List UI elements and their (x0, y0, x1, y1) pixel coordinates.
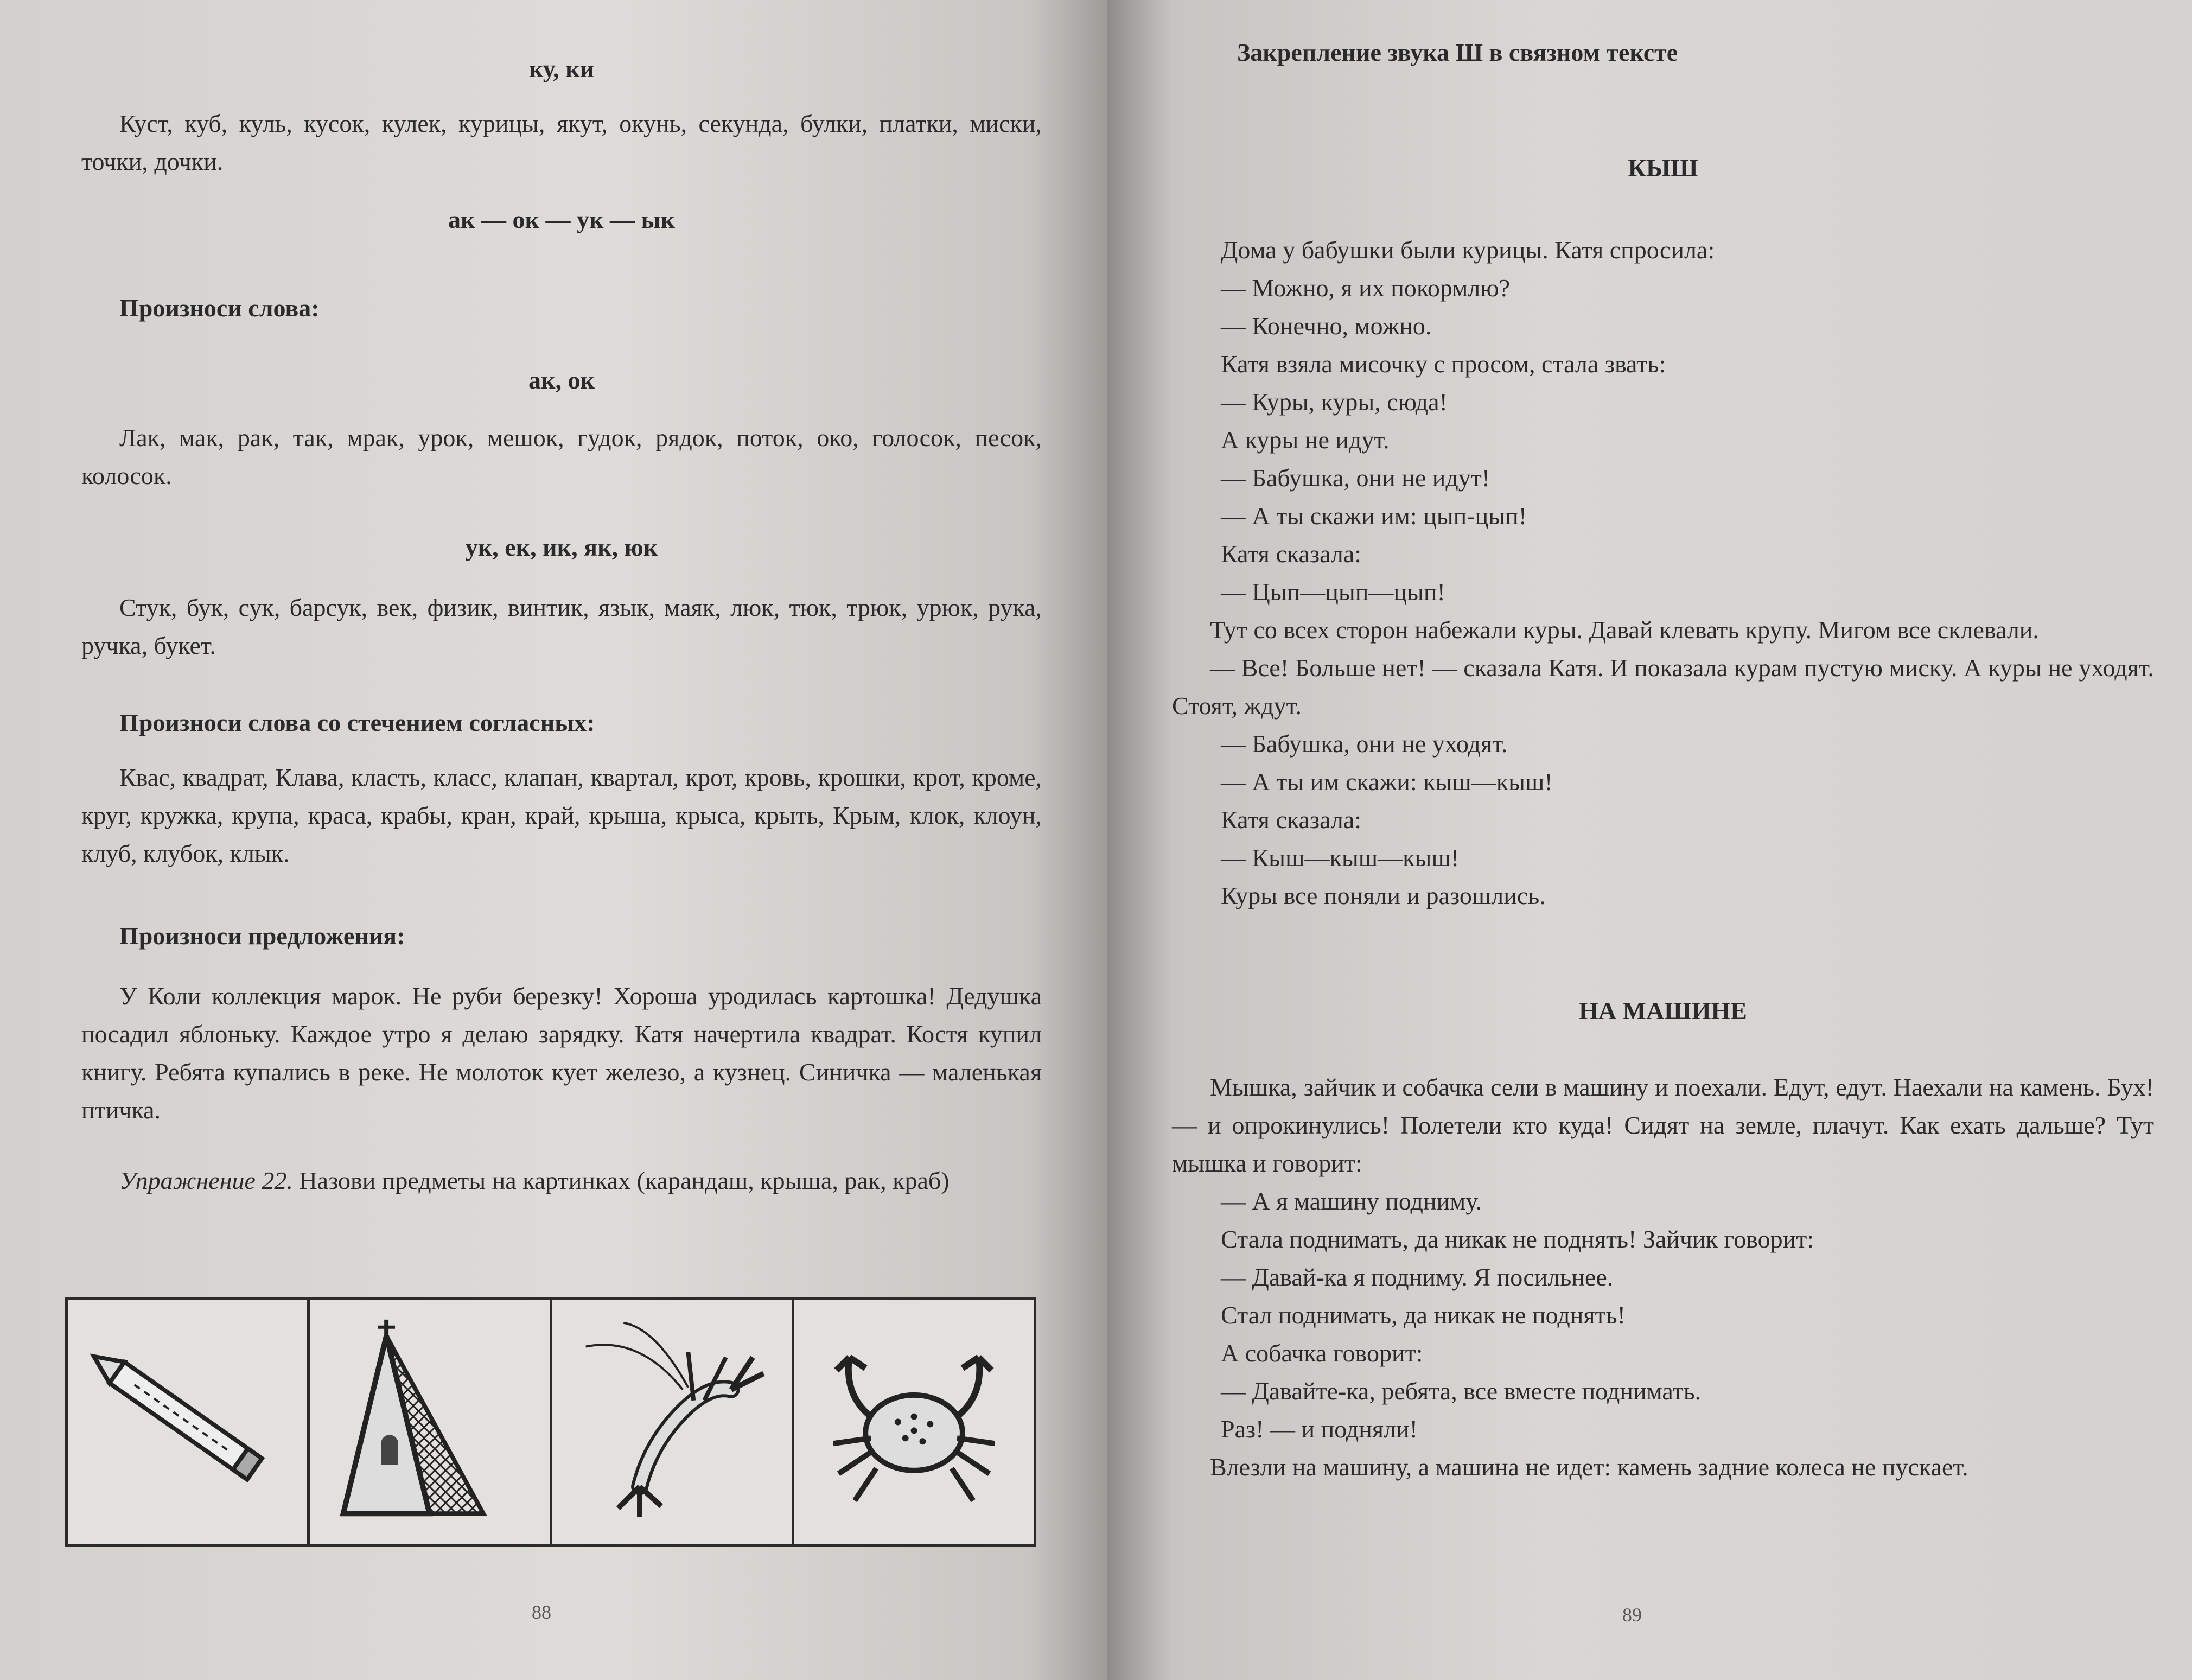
story2-title: НА МАШИНЕ (1579, 997, 1747, 1024)
story1-line: — Все! Больше нет! — сказала Катя. И показала курам пустую миску. А куры не уходят. Стоят, ждут. (1172, 654, 2154, 720)
story1-line: — А ты скажи им: цып-цып! (1221, 502, 1527, 530)
story2-line: Стал поднимать, да никак не поднять! (1221, 1301, 1626, 1329)
heading-ak-ok-uk-yk: ак — ок — ук — ык (448, 206, 675, 233)
story1-line: — Бабушка, они не уходят. (1221, 730, 1508, 758)
paragraph-uk-ek: Стук, бук, сук, барсук, век, физик, винтик, язык, маяк, люк, тюк, трюк, урюк, рука, ручка, букет. (81, 594, 1042, 659)
picture-crab (794, 1300, 1034, 1544)
story1-line: — Бабушка, они не идут! (1221, 464, 1490, 492)
crayfish-icon (564, 1312, 780, 1532)
paragraph-predlozheniya: У Коли коллекция марок. Не руби березку! Хороша уродилась картошка! Дедушка посадил яблоньку. Каждое утро я делаю зарядку. Катя начертила квадрат. Костя купил книгу. Ребята купались в реке. Не молоток кует железо, а кузнец. Синичка — маленькая птичка. (81, 982, 1042, 1124)
picture-crayfish (552, 1300, 794, 1544)
story1-line: Катя сказала: (1221, 540, 1362, 568)
exercise-label: Упражнение 22. (119, 1167, 293, 1194)
exercise-text: Назови предметы на картинках (карандаш, крыша, рак, краб) (292, 1167, 950, 1194)
story2-line: Мышка, зайчик и собачка сели в машину и поехали. Едут, едут. Наехали на камень. Бух! — и опрокинулись! Полетели кто куда! Сидят на земле, плачут. Как ехать дальше? Тут мышка и говорит: (1172, 1073, 2154, 1177)
paragraph-stechenie: Квас, квадрат, Клава, класть, класс, клапан, квартал, крот, кровь, крошки, крот, кроме, круг, кружка, крупа, краса, крабы, кран, край, крыша, крыса, крыть, Крым, клок, клоун, клуб, клубок, клык. (81, 763, 1042, 867)
story1-line: Куры все поняли и разошлись. (1221, 882, 1546, 909)
exercise-pictures (65, 1297, 1036, 1547)
story1-line: Катя сказала: (1221, 806, 1362, 833)
heading-proiznosi-slova: Произноси слова: (119, 294, 320, 322)
story2-line: — Давайте-ка, ребята, все вместе поднимать. (1221, 1377, 1702, 1405)
story1-line: — Кыш—кыш—кыш! (1221, 844, 1460, 871)
exercise-22 (81, 1162, 1042, 1200)
heading-predlozheniya: Произноси предложения: (119, 922, 405, 950)
story2-text (1172, 1068, 2154, 1486)
story1-line: — Можно, я их покормлю? (1221, 274, 1511, 302)
story1-line: — Цып—цып—цып! (1221, 578, 1445, 606)
running-head: Закрепление звука Ш в связном тексте (1237, 39, 1678, 66)
page-number-left: 88 (532, 1601, 551, 1623)
story2-line: — А я машину подниму. (1221, 1187, 1482, 1215)
story1-line: — Конечно, можно. (1221, 312, 1432, 340)
story2-line: — Давай-ка я подниму. Я посильнее. (1221, 1263, 1614, 1291)
story1-title: КЫШ (1628, 154, 1698, 182)
paragraph-ku-ki: Куст, куб, куль, кусок, кулек, курицы, якут, окунь, секунда, булки, платки, миски, точки, дочки. (81, 110, 1042, 175)
page-number-right: 89 (1622, 1604, 1642, 1626)
story1-line: Дома у бабушки были курицы. Катя спросила: (1221, 236, 1715, 264)
story2-line: Стала поднимать, да никак не поднять! Зайчик говорит: (1221, 1225, 1814, 1253)
story2-line: Раз! — и подняли! (1221, 1415, 1418, 1443)
story1-line: — А ты им скажи: кыш—кыш! (1221, 768, 1553, 796)
story1-line: А куры не идут. (1221, 426, 1390, 454)
crab-icon (806, 1312, 1022, 1532)
heading-stechenie: Произноси слова со стечением согласных: (119, 709, 595, 736)
roof-icon (322, 1312, 537, 1532)
paragraph-ak-ok: Лак, мак, рак, так, мрак, урок, мешок, гудок, рядок, поток, око, голосок, песок, колосок. (81, 424, 1042, 489)
story1-line: Тут со всех сторон набежали куры. Давай клевать крупу. Мигом все склевали. (1210, 616, 2039, 644)
right-page (1107, 0, 2192, 1680)
story1-line: Катя взяла мисочку с просом, стала звать: (1221, 350, 1666, 378)
heading-ak-ok: ак, ок (528, 366, 595, 394)
picture-pencil (68, 1300, 310, 1544)
story1-text (1172, 231, 2154, 915)
story2-line: А собачка говорит: (1221, 1339, 1423, 1367)
story2-line: Влезли на машину, а машина не идет: камень задние колеса не пускает. (1210, 1453, 1968, 1481)
picture-roof (310, 1300, 552, 1544)
heading-ku-ki: ку, ки (528, 55, 595, 82)
pencil-icon (80, 1312, 295, 1532)
story1-line: — Куры, куры, сюда! (1221, 388, 1448, 416)
heading-uk-ek: ук, ек, ик, як, юк (465, 533, 658, 561)
